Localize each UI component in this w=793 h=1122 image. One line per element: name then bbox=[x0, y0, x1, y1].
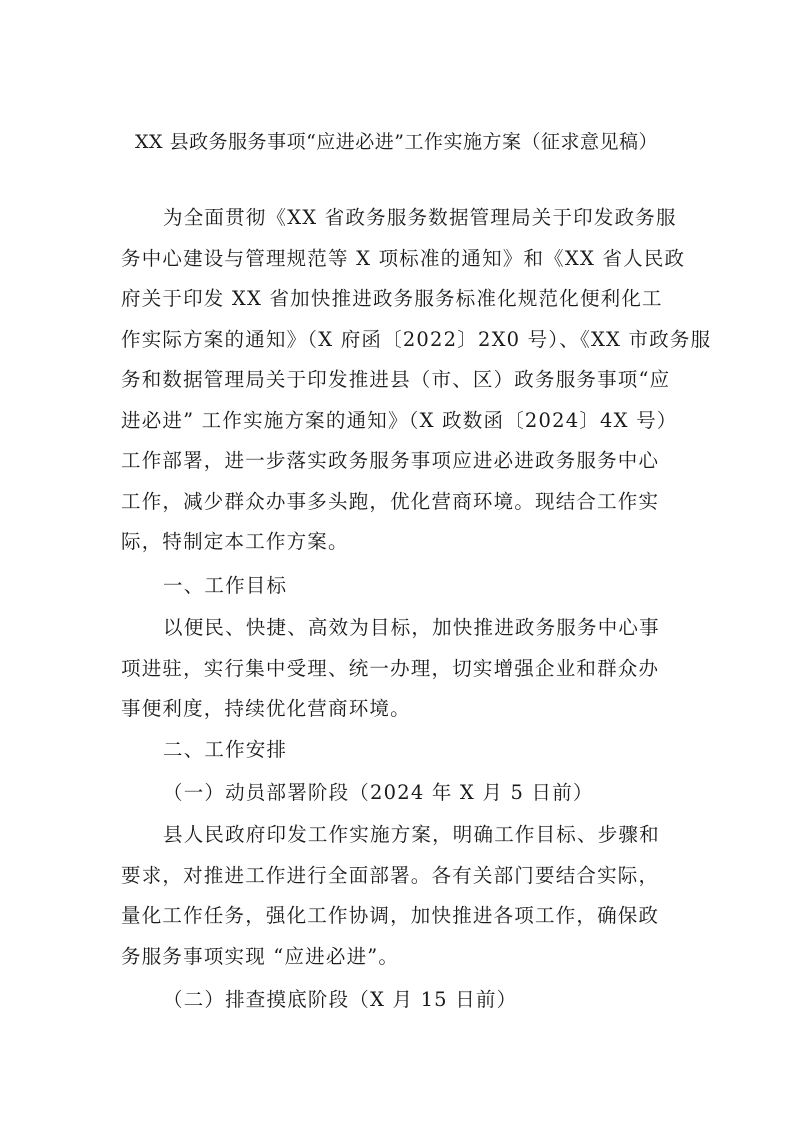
goals-paragraph bbox=[121, 608, 681, 730]
stage1-line: 要求，对推进工作进行全面部署。各有关部门要结合实际， bbox=[121, 863, 660, 887]
stage1-line: 县人民政府印发工作实施方案，明确工作目标、步骤和 bbox=[163, 823, 660, 846]
goals-line: 项进驻，实行集中受理、统一办理，切实增强企业和群众办 bbox=[121, 656, 660, 680]
intro-line: 务中心建设与管理规范等 X 项标准的通知》和《XX 省人民政 bbox=[121, 246, 686, 270]
intro-paragraph bbox=[121, 198, 712, 563]
section-heading-goals: 一、工作目标 bbox=[163, 574, 288, 597]
intro-line: 作实际方案的通知》（X 府函〔2022〕2X0 号）、《XX 市政务服 bbox=[121, 327, 712, 351]
stage1-line: 量化工作任务，强化工作协调，加快推进各项工作，确保政 bbox=[121, 904, 660, 927]
goals-line: 事便利度，持续优化营商环境。 bbox=[121, 697, 411, 720]
intro-line: 进必进” 工作实施方案的通知》（X 政数函〔2024〕4X 号） bbox=[121, 408, 678, 432]
intro-line: 府关于印发 XX 省加快推进政务服务标准化规范化便利化工 bbox=[121, 287, 663, 310]
stage1-line: 务服务事项实现 “应进必进”。 bbox=[121, 944, 400, 968]
stage1-heading: （一）动员部署阶段（2024 年 X 月 5 日前） bbox=[163, 781, 594, 804]
stage1-paragraph bbox=[121, 815, 681, 977]
intro-line: 工作部署，进一步落实政务服务事项应进必进政务服务中心 bbox=[121, 449, 660, 472]
goals-line: 以便民、快捷、高效为目标，加快推进政务服务中心事 bbox=[163, 616, 660, 639]
intro-line: 工作，减少群众办事多头跑，优化营商环境。现结合工作实 bbox=[121, 489, 660, 513]
intro-line: 务和数据管理局关于印发推进县（市、区）政务服务事项“应 bbox=[121, 368, 671, 391]
document-title: XX 县政务服务事项“应进必进”工作实施方案（征求意见稿） bbox=[134, 131, 659, 153]
section-heading-arrangement: 二、工作安排 bbox=[163, 738, 288, 761]
intro-line: 为全面贯彻《XX 省政务服务数据管理局关于印发政务服 bbox=[163, 206, 677, 229]
intro-line: 际，特制定本工作方案。 bbox=[121, 530, 349, 553]
stage2-heading: （二）排查摸底阶段（X 月 15 日前） bbox=[163, 988, 518, 1011]
